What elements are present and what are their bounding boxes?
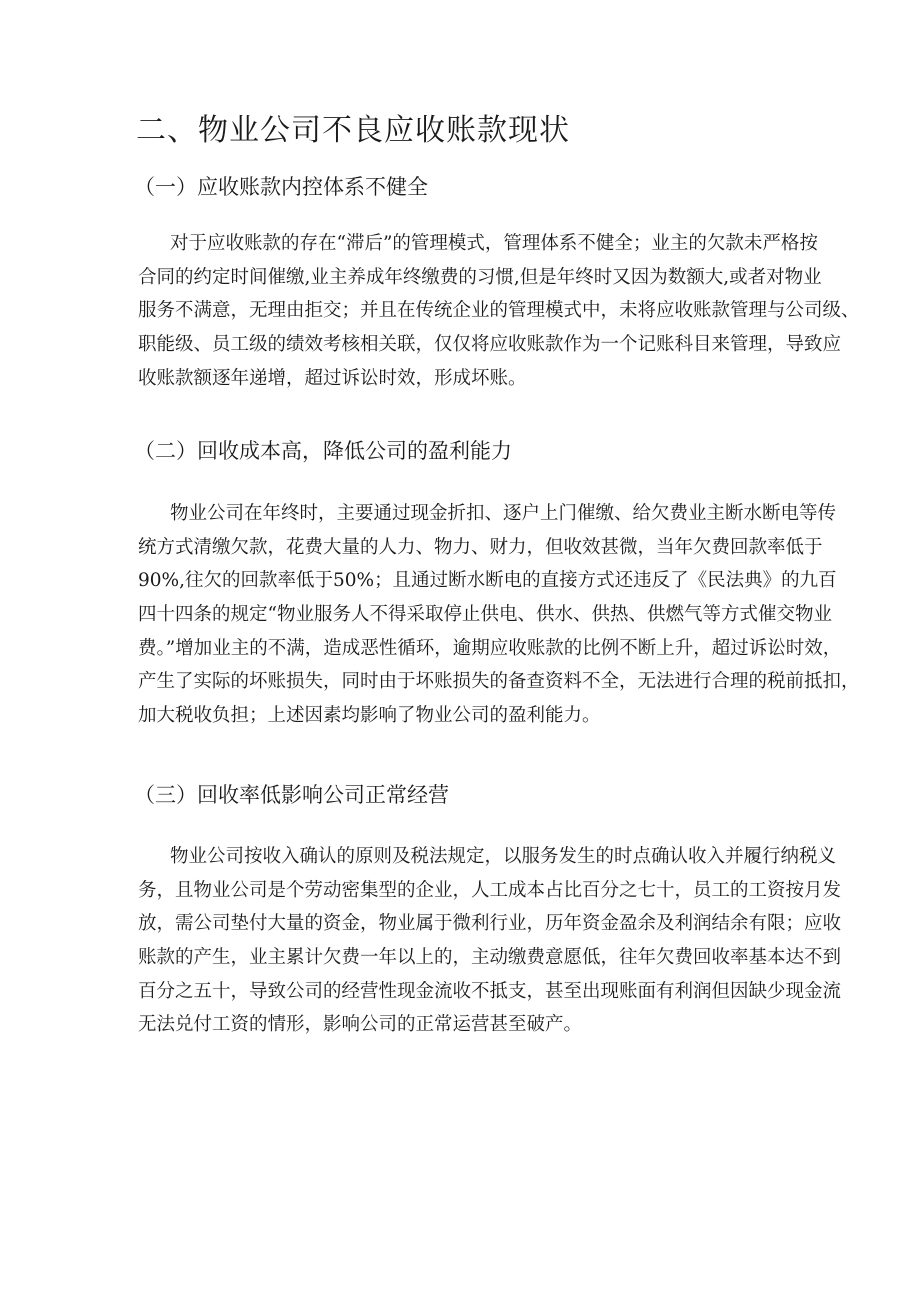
paragraph-line: 物业公司在年终时，主要通过现金折扣、逐户上门催缴、给欠费业主断水断电等传	[170, 503, 837, 524]
subsection-heading-3: （三）回收率低影响公司正常经营	[134, 783, 449, 807]
paragraph-1	[138, 227, 860, 395]
subsection-heading-1: （一）应收账款内控体系不健全	[134, 175, 428, 199]
subsection-heading-2: （二）回收成本高，降低公司的盈利能力	[134, 439, 512, 463]
paragraph-line: 90%,往欠的回款率低于50%；且通过断水断电的直接方式还违反了《民法典》的九百	[138, 570, 837, 592]
paragraph-line: 服务不满意，无理由拒交；并且在传统企业的管理模式中，未将应收账款管理与公司级、	[138, 300, 860, 322]
paragraph-line: 加大税收负担；上述因素均影响了物业公司的盈利能力。	[138, 705, 601, 727]
paragraph-line: 统方式清缴欠款，花费大量的人力、物力、财力，但收效甚微，当年欠费回款率低于	[138, 536, 823, 558]
paragraph-line: 对于应收账款的存在“滞后”的管理模式，管理体系不健全；业主的欠款未严格按	[170, 233, 818, 254]
paragraph-line: 费。”增加业主的不满，造成恶性循环，逾期应收账款的比例不断上升，超过诉讼时效，	[138, 637, 842, 659]
section-title: 二、物业公司不良应收账款现状	[136, 113, 570, 148]
paragraph-line: 收账款额逐年递增，超过诉讼时效，形成坏账。	[138, 367, 527, 389]
paragraph-line: 百分之五十，导致公司的经营性现金流收不抵支，甚至出现账面有利润但因缺少现金流	[138, 980, 842, 1002]
paragraph-line: 无法兑付工资的情形，影响公司的正常运营甚至破产。	[138, 1014, 583, 1036]
paragraph-3	[138, 840, 842, 1042]
paragraph-line: 四十四条的规定“物业服务人不得采取停止供电、供水、供热、供燃气等方式催交物业	[138, 604, 832, 626]
paragraph-line: 务，且物业公司是个劳动密集型的企业，人工成本占比百分之七十，员工的工资按月发	[138, 879, 842, 901]
paragraph-2	[138, 497, 860, 733]
paragraph-line: 合同的约定时间催缴,业主养成年终缴费的习惯,但是年终时又因为数额大,或者对物业	[138, 266, 822, 288]
paragraph-line: 产生了实际的坏账损失，同时由于坏账损失的备查资料不全，无法进行合理的税前抵扣，	[138, 671, 860, 693]
paragraph-line: 放，需公司垫付大量的资金，物业属于微利行业，历年资金盈余及利润结余有限；应收	[138, 913, 842, 935]
paragraph-line: 账款的产生，业主累计欠费一年以上的，主动缴费意愿低，往年欠费回收率基本达不到	[138, 947, 842, 969]
paragraph-line: 职能级、员工级的绩效考核相关联，仅仅将应收账款作为一个记账科目来管理，导致应	[138, 334, 842, 356]
paragraph-line: 物业公司按收入确认的原则及税法规定，以服务发生的时点确认收入并履行纳税义	[170, 846, 837, 867]
